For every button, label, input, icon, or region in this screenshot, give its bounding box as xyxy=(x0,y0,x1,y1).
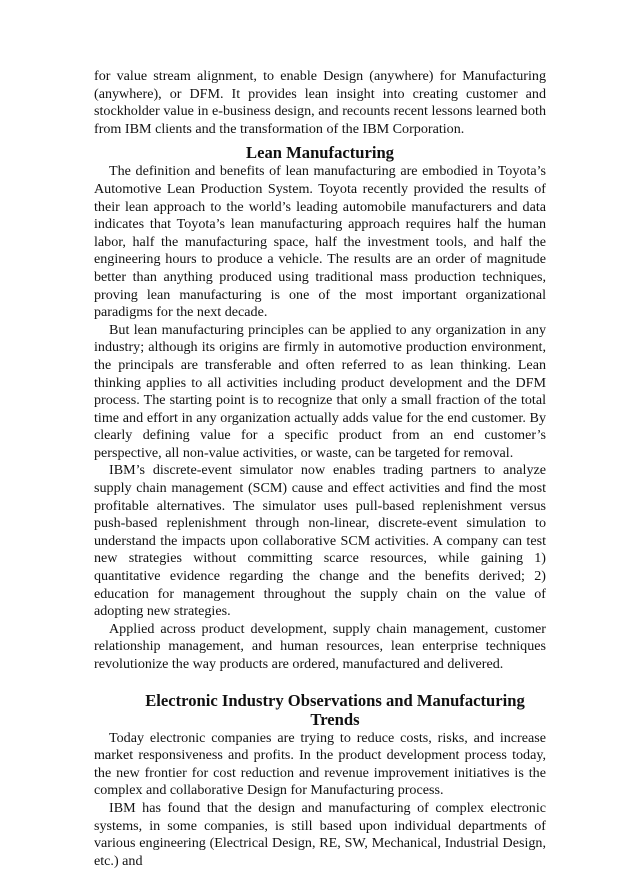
section-heading-lean-manufacturing: Lean Manufacturing xyxy=(246,143,394,163)
intro-paragraph: for value stream alignment, to enable Design (anywhere) for Manufacturing (anywhere), or DFM. It provides lean insight into creating customer and stockholder value in e-business design, and recounts recent lessons learned both from IBM clients and the transformation of the IBM Corporation. xyxy=(94,68,546,137)
paragraph: IBM’s discrete-event simulator now enables trading partners to analyze supply chain management (SCM) cause and effect activities and find the most profitable alternatives. The simulator uses pull-based replenishment versus push-based replenishment through non-linear, discrete-event simulation to understand the impacts upon collaborative SCM activities. A company can test new strategies without committing scarce resources, while gaining 1) quantitative evidence regarding the change and the benefits derived; 2) education for management throughout the supply chain on the value of adopting new strategies. xyxy=(94,462,546,620)
section-heading-electronic-industry: Electronic Industry Observations and Manufacturing Trends xyxy=(145,690,525,729)
paragraph: IBM has found that the design and manufacturing of complex electronic systems, in some companies, is still based upon individual departments of various engineering (Electrical Design, RE, SW, Mechanical, Industrial Design, etc.) and xyxy=(94,799,546,869)
paragraph: Today electronic companies are trying to reduce costs, risks, and increase market responsiveness and profits. In the product development process today, the new frontier for cost reduction and revenue improvement initiatives is the complex and collaborative Design for Manufacturing process. xyxy=(94,729,546,799)
paragraph: The definition and benefits of lean manufacturing are embodied in Toyota’s Automotive Lean Production System. Toyota recently provided the results of their lean approach to the world’s leading automobile manufacturers and data indicates that Toyota’s lean manufacturing approach requires half the human labor, half the manufacturing space, half the investment tools, and half the engineering hours to produce a vehicle. The results are an order of magnitude better than anything produced using traditional mass production techniques, proving lean manufacturing is one of the most important organizational paradigms for the next decade. xyxy=(94,163,546,321)
paragraph: But lean manufacturing principles can be applied to any organization in any industry; although its origins are firmly in automotive production environment, the principals are transferable and often referred to as lean thinking. Lean thinking applies to all activities including product development and the DFM process. The starting point is to recognize that only a small fraction of the total time and effort in any organization actually adds value for the end customer. By clearly defining value for a specific product from an end customer’s perspective, all non-value activities, or waste, can be targeted for removal. xyxy=(94,321,546,461)
paragraph: Applied across product development, supply chain management, customer relationship management, and human resources, lean enterprise techniques revolutionize the way products are ordered, manufactured and delivered. xyxy=(94,620,546,672)
document-page xyxy=(94,68,546,870)
